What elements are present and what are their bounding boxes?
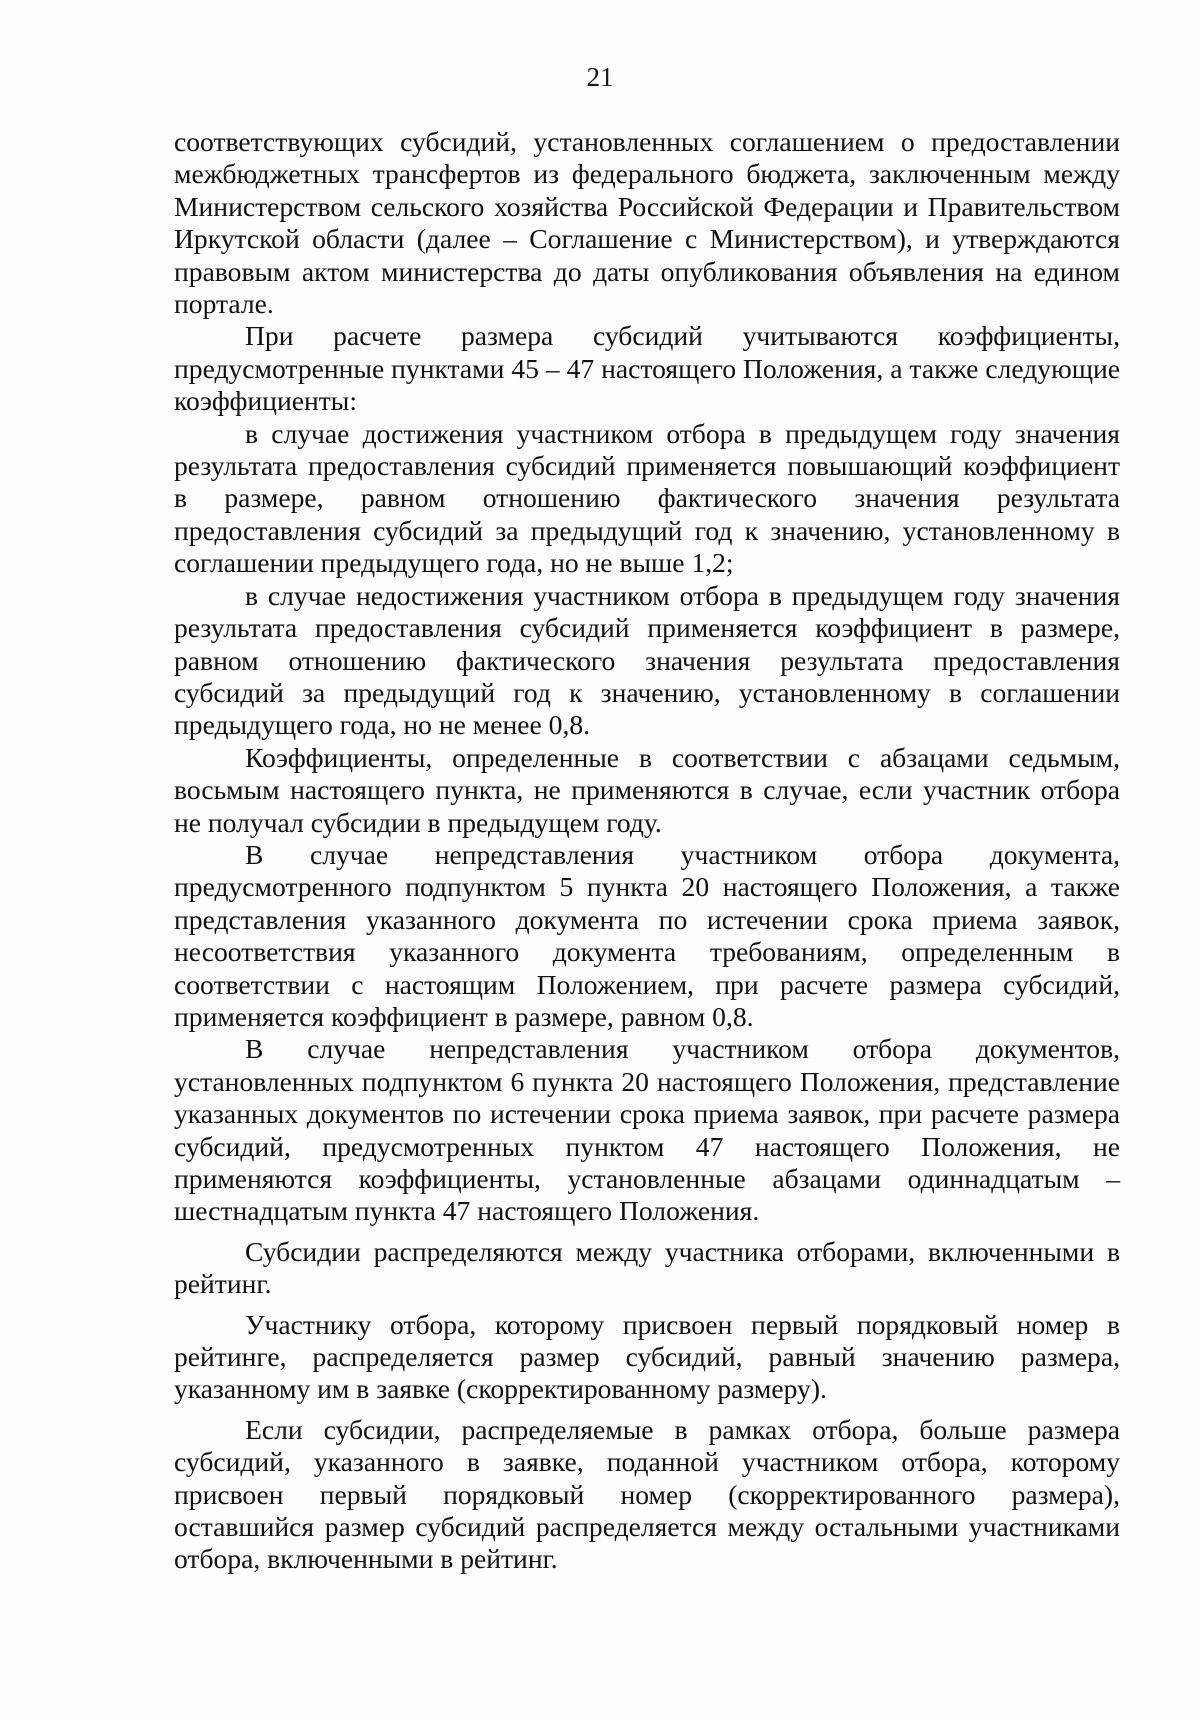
paragraph: в случае недостижения участником отбора в предыдущем году значения результата предоставления субсидий применяется коэффициент в размере, равном отношению фактического значения результата предоставления субсидий за предыдущий год к значению, установленному в соглашении предыдущего года, но не менее 0,8.: [174, 579, 1120, 741]
paragraph: Участнику отбора, которому присвоен первый порядковый номер в рейтинге, распределяется размер субсидий, равный значению размера, указанному им в заявке (скорректированному размеру).: [174, 1308, 1120, 1405]
paragraph: Коэффициенты, определенные в соответствии с абзацами седьмым, восьмым настоящего пункта, не применяются в случае, если участник отбора не получал субсидии в предыдущем году.: [174, 741, 1120, 838]
paragraph: При расчете размера субсидий учитываются коэффициенты, предусмотренные пунктами 45 – 47 настоящего Положения, а также следующие коэффициенты:: [174, 320, 1120, 417]
paragraph: Если субсидии, распределяемые в рамках отбора, больше размера субсидий, указанного в заявке, поданной участником отбора, которому присвоен первый порядковый номер (скорректированного размера), оставшийся размер субсидий распределяется между остальными участниками отбора, включенными в рейтинг.: [174, 1413, 1120, 1575]
page-number: 21: [586, 62, 614, 92]
paragraph: соответствующих субсидий, установленных соглашением о предоставлении межбюджетных трансфертов из федерального бюджета, заключенным между Министерством сельского хозяйства Российской Федерации и Правительством Иркутской области (далее – Соглашение с Министерством), и утверждаются правовым актом министерства до даты опубликования объявления на едином портале.: [174, 126, 1120, 320]
document-body: [174, 126, 1120, 1576]
paragraph: В случае непредставления участником отбора документа, предусмотренного подпунктом 5 пункта 20 настоящего Положения, а также представления указанного документа по истечении срока приема заявок, несоответствия указанного документа требованиям, определенным в соответствии с настоящим Положением, при расчете размера субсидий, применяется коэффициент в размере, равном 0,8.: [174, 838, 1120, 1032]
paragraph: Субсидии распределяются между участника отборами, включенными в рейтинг.: [174, 1235, 1120, 1300]
paragraph: В случае непредставления участником отбора документов, установленных подпунктом 6 пункта 20 настоящего Положения, представление указанных документов по истечении срока приема заявок, при расчете размера субсидий, предусмотренных пунктом 47 настоящего Положения, не применяются коэффициенты, установленные абзацами одиннадцатым – шестнадцатым пункта 47 настоящего Положения.: [174, 1033, 1120, 1227]
paragraph: в случае достижения участником отбора в предыдущем году значения результата предоставления субсидий применяется повышающий коэффициент в размере, равном отношению фактического значения результата предоставления субсидий за предыдущий год к значению, установленному в соглашении предыдущего года, но не выше 1,2;: [174, 417, 1120, 579]
